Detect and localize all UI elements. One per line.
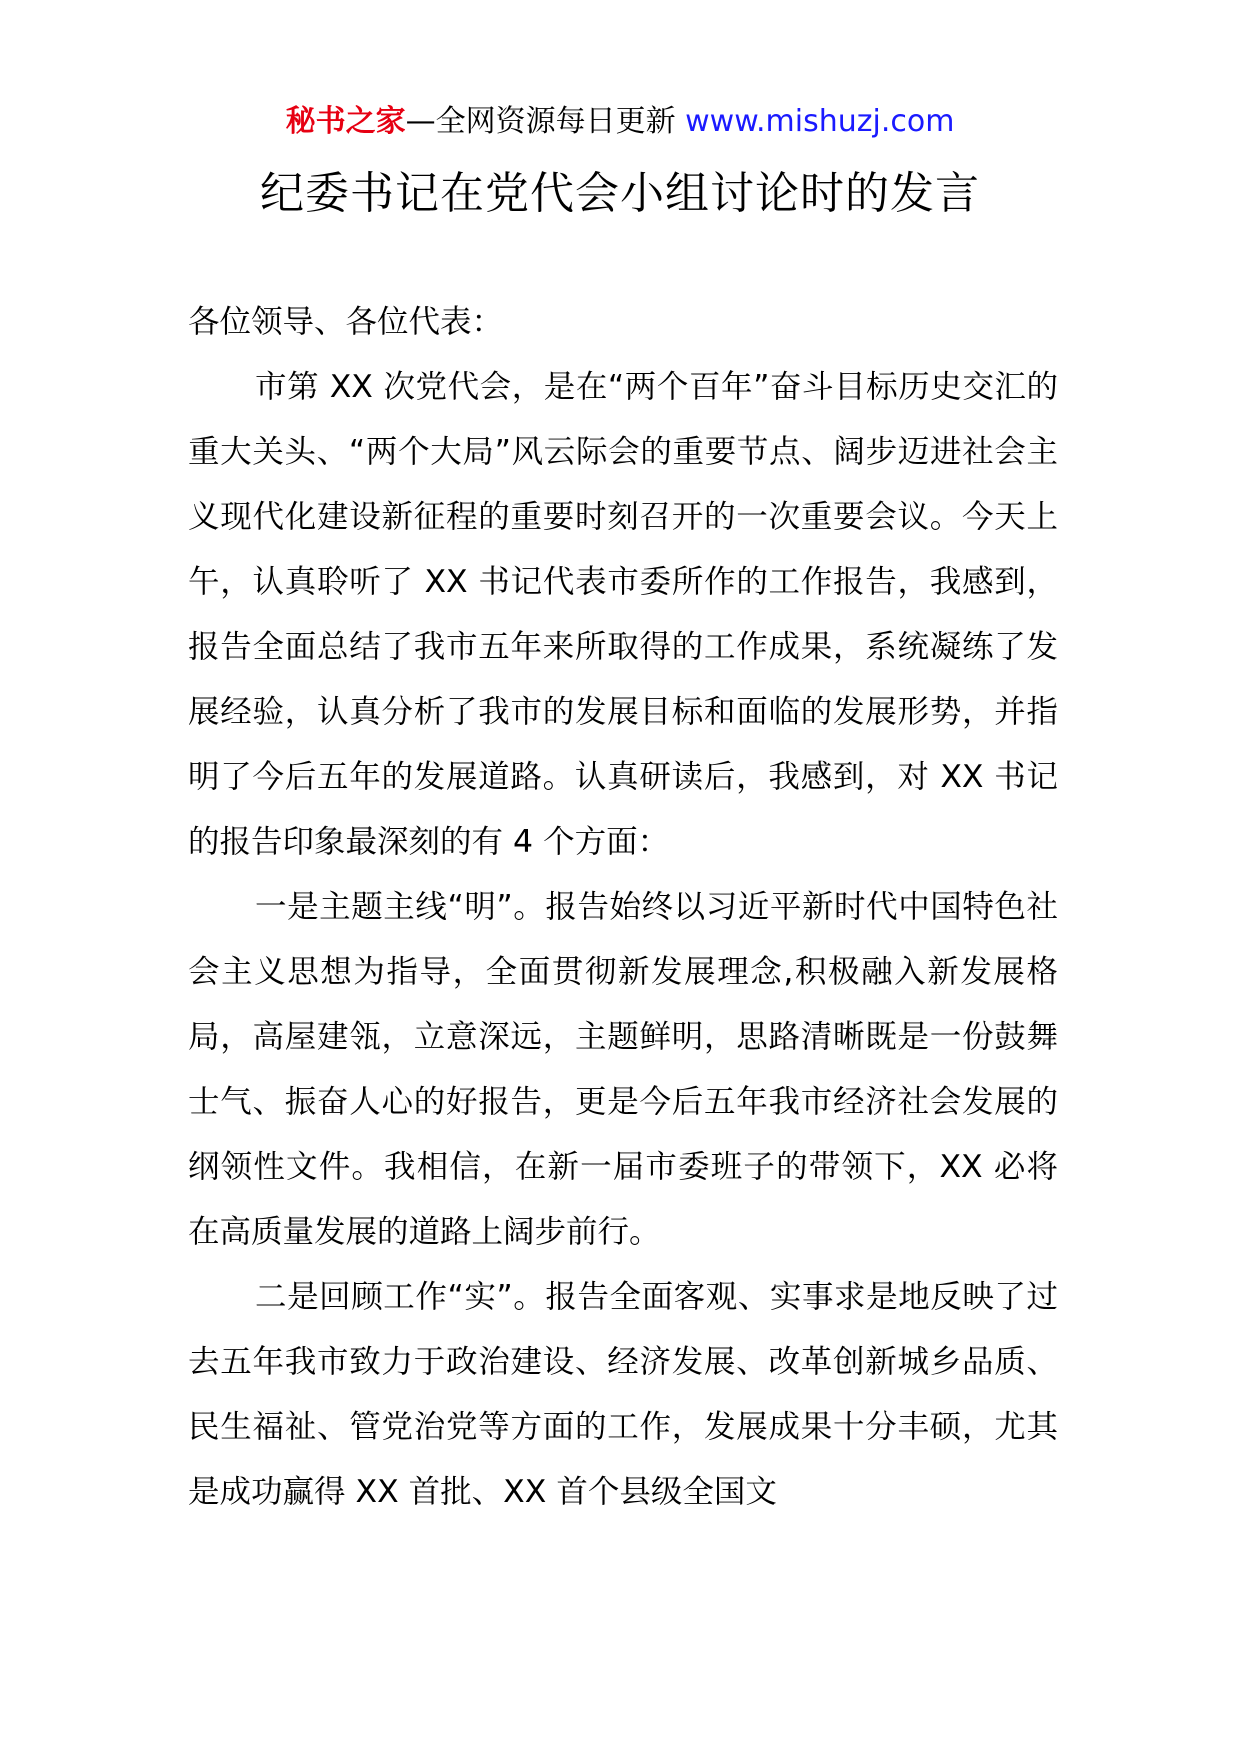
site-url-link[interactable]: www.mishuzj.com <box>685 104 955 139</box>
site-header <box>0 100 1240 144</box>
document-body <box>188 290 1058 1525</box>
paragraph-point-one: 一是主题主线“明”。报告始终以习近平新时代中国特色社会主义思想为指导，全面贯彻新发展理念,积极融入新发展格局，高屋建瓴，立意深远，主题鲜明，思路清晰既是一份鼓舞士气、振奋人心的好报告，更是今后五年我市经济社会发展的纲领性文件。我相信，在新一届市委班子的带领下，XX 必将在高质量发展的道路上阔步前行。 <box>188 889 1058 1250</box>
brand-name: 秘书之家 <box>285 104 406 139</box>
header-tagline: —全网资源每日更新 <box>405 104 686 139</box>
salutation: 各位领导、各位代表： <box>188 304 504 340</box>
paragraph-intro: 市第 XX 次党代会，是在“两个百年”奋斗目标历史交汇的重大关头、“两个大局”风云际会的重要节点、阔步迈进社会主义现代化建设新征程的重要时刻召开的一次重要会议。今天上午，认真聆听了 XX 书记代表市委所作的工作报告，我感到，报告全面总结了我市五年来所取得的工作成果，系统凝练了发展经验，认真分析了我市的发展目标和面临的发展形势，并指明了今后五年的发展道路。认真研读后，我感到，对 XX 书记的报告印象最深刻的有 4 个方面： <box>188 369 1058 860</box>
document-title: 纪委书记在党代会小组讨论时的发言 <box>260 168 980 219</box>
paragraph-point-two: 二是回顾工作“实”。报告全面客观、实事求是地反映了过去五年我市致力于政治建设、经济发展、改革创新城乡品质、民生福祉、管党治党等方面的工作，发展成果十分丰硕，尤其是成功赢得 XX 首批、XX 首个县级全国文 <box>188 1279 1058 1510</box>
